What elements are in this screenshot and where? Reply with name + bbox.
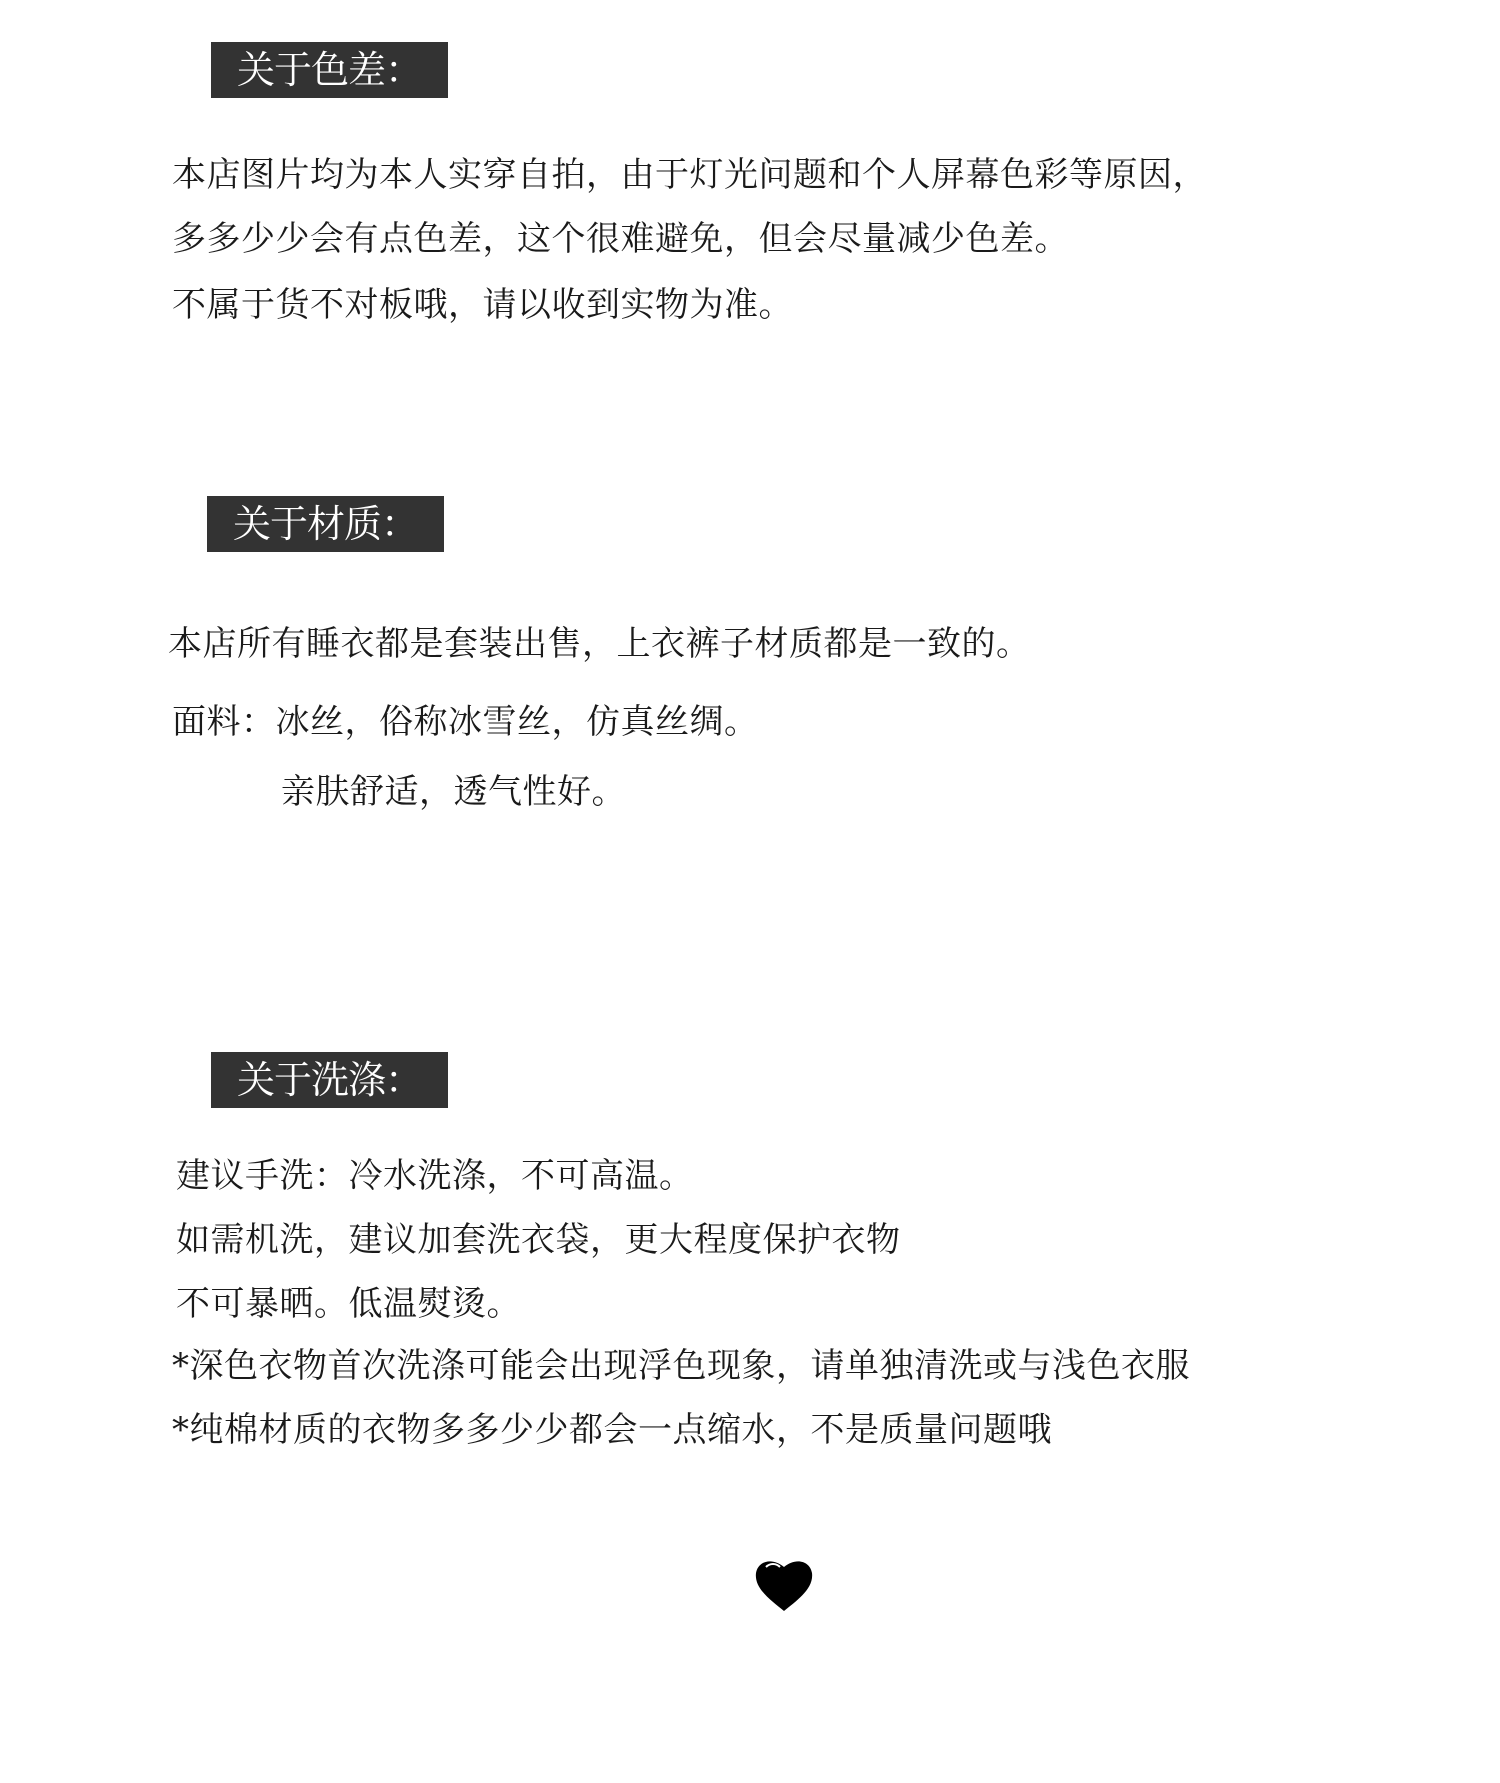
washing-line-4: *深色衣物首次洗涤可能会出现浮色现象，请单独清洗或与浅色衣服 — [172, 1346, 1190, 1386]
material-line-2: 面料：冰丝，俗称冰雪丝，仿真丝绸。 — [172, 702, 759, 742]
material-line-1: 本店所有睡衣都是套装出售，上衣裤子材质都是一致的。 — [168, 624, 1031, 664]
section-heading-material: 关于材质： — [207, 496, 444, 552]
washing-line-2: 如需机洗，建议加套洗衣袋，更大程度保护衣物 — [176, 1220, 901, 1260]
material-line-3: 亲肤舒适，透气性好。 — [281, 772, 626, 812]
washing-line-5: *纯棉材质的衣物多多少少都会一点缩水，不是质量问题哦 — [172, 1410, 1052, 1450]
washing-line-1: 建议手洗：冷水洗涤，不可高温。 — [176, 1156, 694, 1196]
color-line-2: 多多少少会有点色差，这个很难避免，但会尽量减少色差。 — [172, 219, 1069, 259]
color-line-3: 不属于货不对板哦，请以收到实物为准。 — [172, 285, 793, 325]
washing-line-3: 不可暴晒。低温熨烫。 — [176, 1284, 521, 1324]
color-line-1: 本店图片均为本人实穿自拍，由于灯光问题和个人屏幕色彩等原因， — [172, 155, 1207, 195]
section-heading-color: 关于色差： — [211, 42, 448, 98]
heart-icon — [752, 1555, 816, 1615]
section-heading-washing: 关于洗涤： — [211, 1052, 448, 1108]
